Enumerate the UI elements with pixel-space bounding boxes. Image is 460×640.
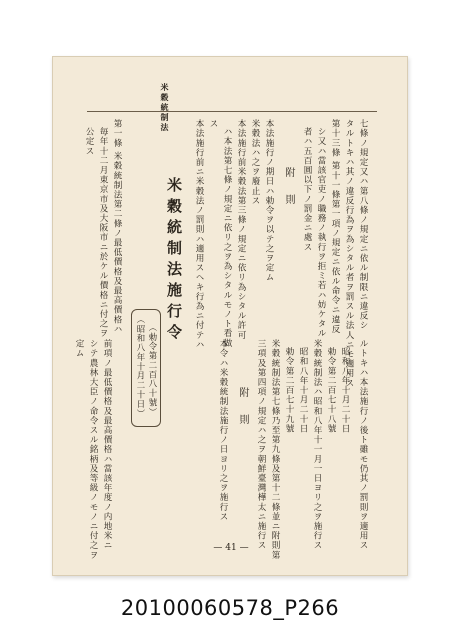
section-heading: 附 則: [237, 387, 248, 432]
text-column: 本法施行前ニ米穀法ノ罰則ハ適用スヘキ行為ニ付テハ: [194, 119, 204, 350]
text-column: ス: [208, 119, 218, 129]
text-column: 本法施行ノ期日ハ勅令ヲ以テ之ヲ定ム: [264, 119, 274, 283]
section-title: 米穀統制法施行令: [165, 177, 183, 345]
text-column: 昭和八年十月二十日: [340, 347, 350, 434]
text-column: 七條ノ規定又ハ第八條ノ規定ニ依ル制限ニ違反シ: [358, 119, 368, 331]
text-column: 昭和八年十月二十日: [298, 347, 308, 434]
image-caption: 20100060578_P266: [120, 596, 340, 620]
text-column: 公定ス: [84, 127, 94, 156]
text-column: 米穀統制法第七條乃至第九條及第十二條並ニ附則第: [270, 339, 280, 560]
header-rule: [87, 111, 377, 112]
text-column: 毎年十二月東京市及大阪市ニ於ケル價格ニ付之ヲ: [98, 127, 108, 339]
text-column: 者ハ五百圓以下ノ罰金ニ處ス: [302, 127, 312, 252]
document-page: [52, 56, 408, 576]
page-number: — 41 —: [213, 543, 249, 553]
text-column: 本法施行前米穀法第三條ノ規定ニ依リ為シタル許可: [236, 119, 246, 340]
text-column: 定ム: [74, 339, 84, 359]
text-column: 勅令第二百七十九號: [284, 347, 294, 434]
text-column: シ又ハ當該官吏ノ職務ノ執行ヲ拒ミ若ハ妨ケタル: [316, 127, 326, 339]
decree-number: （勅令第二百八十號）: [148, 323, 158, 417]
section-heading: 附 則: [283, 167, 294, 212]
text-column: 本令ハ米穀統制法施行ノ日ヨリ之ヲ施行ス: [218, 339, 228, 522]
text-column: 米穀法ハ之ヲ廢止ス: [250, 119, 260, 206]
text-column: 第十三條 第十一條第一項ノ規定ニ依ル命令ニ違反: [330, 119, 340, 334]
text-column: ルトキハ本法施行ノ後ト雖モ仍其ノ罰則ヲ適用ス: [358, 339, 368, 551]
text-column: 三項及第四項ノ規定ハ之ヲ朝鮮臺灣樺太ニ施行ス: [256, 339, 266, 551]
running-header: 米穀統制法: [160, 83, 170, 133]
text-column: タルトキハ其ノ違反行為ヲ為シタル者ヲ罰スル法人ニモ適用ス: [344, 119, 354, 388]
text-column: 勅令第二百七十八號: [326, 347, 336, 434]
text-column: 第一條 米穀統制法第二條ノ最低價格及最高價格ハ: [112, 119, 122, 334]
text-column: 米穀統制法ハ昭和八年十一月一日ヨリ之ヲ施行ス: [312, 339, 322, 551]
text-column: ハ本法第七條ノ規定ニ依リ之ヲ為シタルモノト看做: [222, 127, 232, 348]
text-column: シテ農林大臣ノ命令スル銘柄及等級ノモノニ付之ヲ: [88, 339, 98, 560]
text-column: 前項ノ最低價格及最高價格ハ當該年度ノ内地米ニ: [102, 339, 112, 551]
date-line: （昭和八年十月二十日）: [136, 315, 146, 419]
